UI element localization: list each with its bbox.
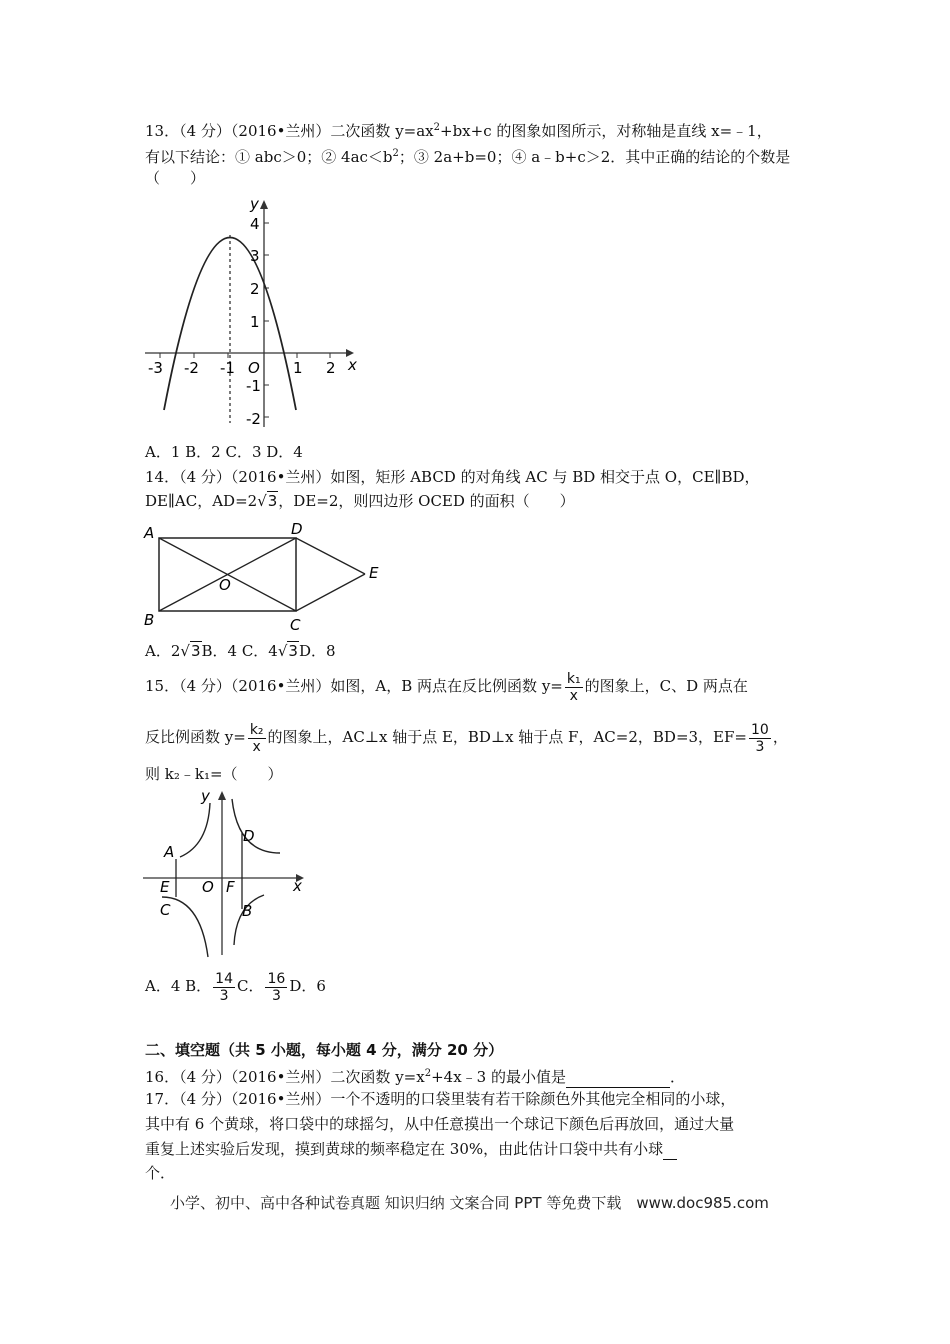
q13-options: A．1 B．2 C．3 D．4: [145, 443, 303, 461]
y-tick-label: 1: [250, 313, 260, 331]
x-axis-label: x: [348, 356, 357, 374]
segment-de: [296, 538, 365, 574]
y-axis-label: y: [201, 787, 210, 805]
label-a: A: [144, 524, 155, 542]
x-tick-label: -1: [220, 359, 235, 377]
x-axis-label: x: [293, 877, 302, 895]
curve-k1-upper: [180, 803, 210, 857]
parabola-curve: [164, 238, 296, 411]
q16-line: 16．（4 分）（2016•兰州）二次函数 $y=x^2+4x﹣3$ 的最小值是 ．: [145, 1068, 685, 1086]
label-b: B: [144, 611, 155, 629]
label-d: D: [243, 827, 255, 845]
fraction-ten-thirds: $\frac{10}{3}$: [750, 721, 769, 755]
q14-line1: 14．（4 分）（2016•兰州）如图，矩形 ABCD 的对角线 AC 与 BD 相交于点 O，CE∥BD，: [145, 468, 760, 486]
q15-line1: 15．（4 分）（2016•兰州）如图，A，B 两点在反比例函数 y= $\frac{\text{k₁}}{x}$ 的图象上，C、D 两点在: [145, 670, 748, 704]
y-tick-label: 2: [250, 280, 260, 298]
label-d: D: [291, 520, 303, 538]
origin-label: O: [248, 359, 260, 377]
q15-hyperbola-figure: [140, 785, 310, 960]
segment-ce: [296, 574, 365, 611]
y-tick-label: 3: [250, 247, 260, 265]
q13-line3: （ ）: [145, 169, 206, 187]
y-tick-label: -2: [246, 410, 261, 428]
q17-line4: 个．: [145, 1164, 176, 1182]
q13-line2: 有以下结论：① abc＞0；② $4ac<b^2$；③ 2a+b=0；④ a﹣b+c＞2．其中正确的结论的个数是: [145, 148, 791, 166]
y-axis-label: y: [250, 195, 259, 213]
sqrt-symbol: √3: [257, 492, 278, 510]
label-f: F: [226, 878, 235, 896]
y-axis-arrow-icon: [260, 200, 268, 209]
y-tick-label: 4: [250, 215, 260, 233]
fraction-k2-over-x: $\frac{\text{k₂}}{x}$: [249, 721, 264, 755]
q17-line1: 17．（4 分）（2016•兰州）一个不透明的口袋里装有若干除颜色外其他完全相同的小球，: [145, 1090, 736, 1108]
label-e: E: [160, 878, 170, 896]
q14-options: A．2√3B．4 C．4√3D．8: [145, 642, 336, 660]
label-c: C: [290, 616, 301, 632]
answer-blank[interactable]: [663, 1139, 677, 1160]
q14-line2: DE∥AC，AD=2√3，DE=2，则四边形 OCED 的面积（ ）: [145, 492, 575, 510]
q15-line3: 则 k₂﹣k₁=（ ）: [145, 765, 283, 783]
fraction-option-b: $\frac{14}{3}$: [215, 970, 233, 1004]
q13-parabola-graph: [140, 195, 370, 435]
q15-line2: 反比例函数 y= $\frac{\text{k₂}}{x}$ 的图象上，AC⊥x 轴于点 E，BD⊥x 轴于点 F，AC=2，BD=3，EF= $\frac{10}{3}$ ，: [145, 721, 788, 755]
answer-blank[interactable]: [566, 1067, 670, 1088]
label-o: O: [219, 576, 231, 594]
label-e: E: [369, 564, 379, 582]
q15-options: A．4 B． $\frac{14}{3}$ C． $\frac{16}{3}$ D．6: [145, 970, 326, 1004]
label-b: B: [242, 902, 253, 920]
y-tick-label: -1: [246, 377, 261, 395]
label-c: C: [160, 901, 171, 919]
section2-title: 二、填空题（共 5 小题，每小题 4 分，满分 20 分）: [145, 1041, 504, 1059]
y-axis-arrow-icon: [218, 791, 226, 800]
q17-line2: 其中有 6 个黄球，将口袋中的球摇匀，从中任意摸出一个球记下颜色后再放回，通过大量: [145, 1115, 735, 1133]
x-tick-label: -2: [184, 359, 199, 377]
label-a: A: [164, 843, 175, 861]
x-tick-label: -3: [148, 359, 163, 377]
q14-rectangle-figure: [140, 520, 390, 632]
q13-line1: 13．（4 分）（2016•兰州）二次函数 $y=ax^2+bx+c$ 的图象如图所示，对称轴是直线 x=﹣1，: [145, 122, 772, 140]
x-tick-label: 1: [293, 359, 303, 377]
curve-k2-upper: [232, 799, 280, 853]
label-o: O: [202, 878, 214, 896]
fraction-option-c: $\frac{16}{3}$: [267, 970, 286, 1004]
q17-line3: 重复上述实验后发现，摸到黄球的频率稳定在 30%，由此估计口袋中共有小球: [145, 1139, 677, 1160]
x-tick-label: 2: [326, 359, 336, 377]
page-footer: 小学、初中、高中各种试卷真题 知识归纳 文案合同 PPT 等免费下载 www.doc985.com: [170, 1194, 769, 1212]
fraction-k1-over-x: $\frac{\text{k₁}}{x}$: [566, 670, 581, 704]
